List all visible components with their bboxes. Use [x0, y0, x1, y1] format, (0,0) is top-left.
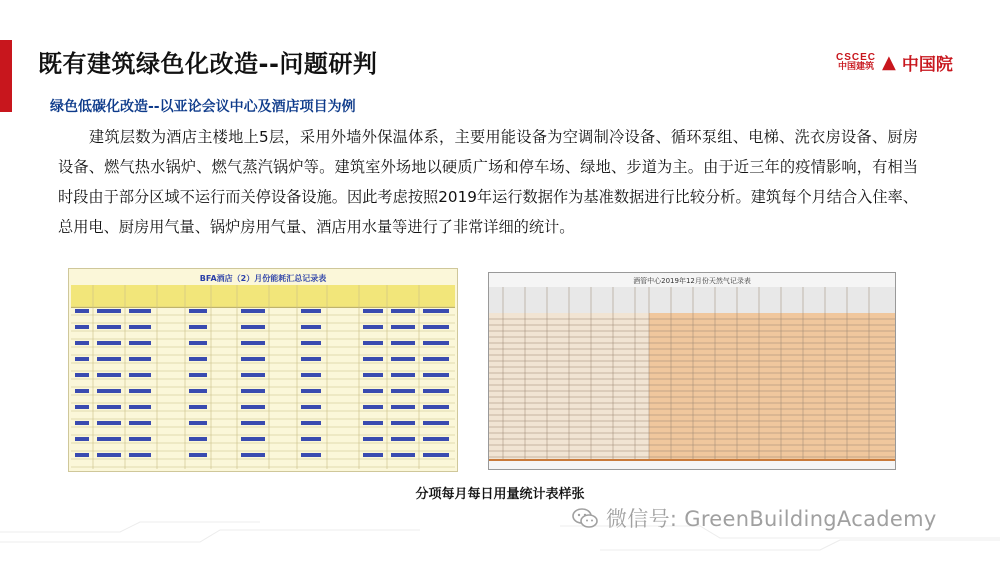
right-table-image	[488, 272, 896, 470]
wechat-watermark	[572, 503, 937, 533]
accent-bar	[0, 40, 12, 112]
left-table-grid	[69, 269, 457, 471]
left-table-title: BFA酒店（2）月份能耗汇总记录表	[199, 274, 327, 283]
institute-name: 中国院	[901, 55, 953, 75]
slide-subtitle: 绿色低碳化改造--以亚论会议中心及酒店项目为例	[50, 99, 356, 115]
cscec-logo-text: CSCEC	[836, 52, 877, 63]
left-table-image	[68, 268, 458, 472]
slide-title: 既有建筑绿色化改造--问题研判	[38, 50, 378, 78]
right-table-grid	[489, 273, 895, 469]
cscec-logo-subtext: 中国建筑	[838, 62, 875, 72]
wechat-icon	[572, 508, 598, 528]
right-table-title: 酒管中心2019年12月份天然气记录表	[633, 277, 751, 285]
cscec-logo	[836, 53, 876, 72]
institute-mark-icon: ▲	[882, 52, 896, 73]
body-paragraph: 建筑层数为酒店主楼地上5层，采用外墙外保温体系，主要用能设备为空调制冷设备、循环泵组、电梯、洗衣房设备、厨房设备、燃气热水锅炉、燃气蒸汽锅炉等。建筑室外场地以硬质广场和停车场、绿地、步道为主。由于近三年的疫情影响，有相当时段由于部分区域不运行而关停设备设施。因此考虑按照2019年运行数据作为基准数据进行比较分析。建筑每个月结合入住率、总用电、厨房用气量、锅炉房用气量、酒店用水量等进行了非常详细的统计。	[58, 128, 918, 236]
figure-caption: 分项每月每日用量统计表样张	[415, 487, 585, 502]
logo	[836, 50, 953, 75]
watermark-text: 微信号: GreenBuildingAcademy	[606, 507, 937, 531]
